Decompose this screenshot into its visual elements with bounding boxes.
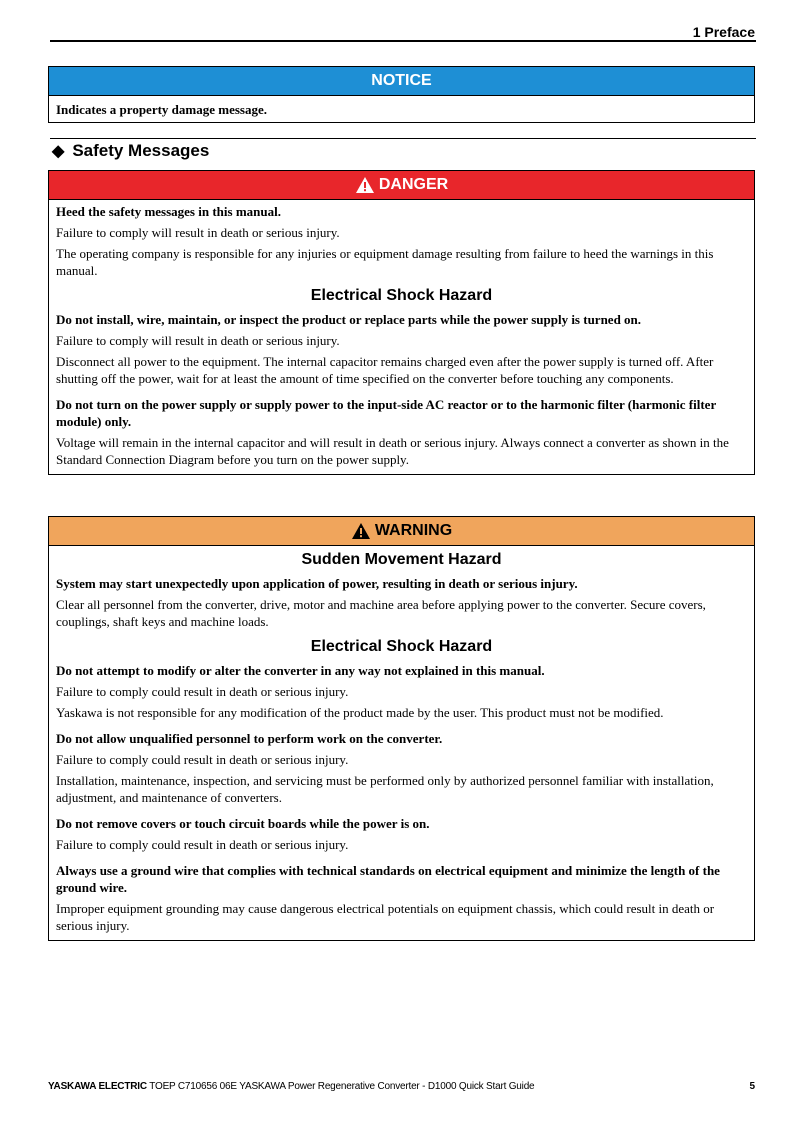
warning-label: WARNING — [374, 522, 453, 539]
footer-brand: YASKAWA ELECTRIC — [48, 1081, 147, 1092]
warning-h1-bold: System may start unexpectedly upon application of power, resulting in death or serious injury. — [56, 576, 578, 591]
danger-label: DANGER — [378, 176, 449, 193]
warning-i1-line1: Failure to comply could result in death or serious injury. — [56, 684, 349, 699]
footer-doc-info — [48, 1081, 534, 1092]
danger-item2-line1: Voltage will remain in the internal capacitor and will result in death or serious injury. Always connect a converter as shown in the Standard Connection Diagram before you turn on the power supply. — [56, 435, 729, 467]
warning-triangle-icon — [355, 176, 375, 194]
notice-box — [48, 66, 755, 123]
warning-i2-line1: Failure to comply could result in death or serious injury. — [56, 752, 349, 767]
warning-h1-line1: Clear all personnel from the converter, drive, motor and machine area before applying power to the converter. Secure covers, couplings, shaft keys and machine loads. — [56, 597, 706, 629]
warning-hazard1-title: Sudden Movement Hazard — [301, 551, 502, 568]
page-number: 5 — [749, 1081, 755, 1092]
warning-i4-bold: Always use a ground wire that complies with technical standards on electrical equipment and minimize the length of the ground wire. — [56, 863, 720, 895]
danger-item1-line2: Disconnect all power to the equipment. The internal capacitor remains charged even after the power supply is turned off. After shutting off the power, wait for at least the amount of time specified on the converter before touching any components. — [56, 354, 714, 386]
page-header-title: 1 Preface — [692, 24, 755, 40]
warning-triangle-icon — [351, 522, 371, 540]
warning-i3-bold: Do not remove covers or touch circuit boards while the power is on. — [56, 816, 430, 831]
warning-header — [49, 517, 754, 546]
danger-item1-line1: Failure to comply will result in death or serious injury. — [56, 333, 340, 348]
warning-box — [48, 516, 755, 941]
section-heading — [52, 141, 209, 161]
warning-i3-line1: Failure to comply could result in death or serious injury. — [56, 837, 349, 852]
danger-box — [48, 170, 755, 475]
danger-intro-bold: Heed the safety messages in this manual. — [56, 204, 281, 219]
warning-i2-bold: Do not allow unqualified personnel to perform work on the converter. — [56, 731, 443, 746]
warning-i2-line2: Installation, maintenance, inspection, and servicing must be performed only by authorized personnel familiar with installation, adjustment, and maintenance of converters. — [56, 773, 714, 805]
danger-item1-bold: Do not install, wire, maintain, or inspect the product or replace parts while the power supply is turned on. — [56, 312, 642, 327]
header-rule — [50, 40, 756, 42]
notice-label: NOTICE — [371, 72, 432, 89]
danger-item2-bold: Do not turn on the power supply or supply power to the input-side AC reactor or to the harmonic filter (harmonic filter module) only. — [56, 397, 716, 429]
warning-i1-bold: Do not attempt to modify or alter the converter in any way not explained in this manual. — [56, 663, 545, 678]
diamond-icon: ◆ — [52, 143, 65, 160]
footer-doc: TOEP C710656 06E YASKAWA Power Regenerative Converter - D1000 Quick Start Guide — [149, 1081, 535, 1092]
danger-intro-line2: The operating company is responsible for any injuries or equipment damage resulting from failure to heed the warnings in this manual. — [56, 246, 714, 278]
warning-i4-line1: Improper equipment grounding may cause dangerous electrical potentials on equipment chassis, which could result in death or serious injury. — [56, 901, 715, 933]
section-title: Safety Messages — [72, 141, 210, 160]
danger-header — [49, 171, 754, 200]
warning-i1-line2: Yaskawa is not responsible for any modification of the product made by the user. This product must not be modified. — [56, 705, 664, 720]
warning-hazard2-title: Electrical Shock Hazard — [310, 638, 493, 655]
notice-header — [49, 67, 754, 96]
danger-hazard-title: Electrical Shock Hazard — [310, 287, 493, 304]
danger-intro-line1: Failure to comply will result in death or serious injury. — [56, 225, 340, 240]
section-rule — [50, 138, 756, 139]
notice-text: Indicates a property damage message. — [56, 102, 267, 117]
